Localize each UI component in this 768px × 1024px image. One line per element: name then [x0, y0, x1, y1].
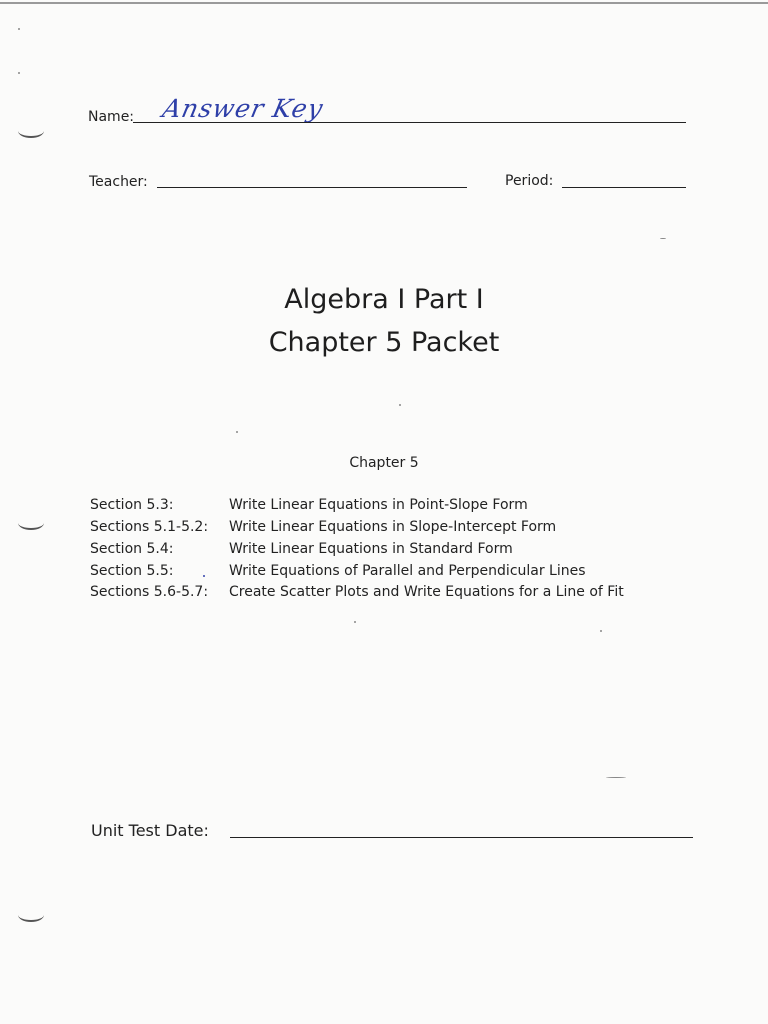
scan-speck — [203, 575, 205, 577]
section-description: Write Linear Equations in Slope-Intercept Form — [229, 519, 557, 535]
section-label: Section 5.4: — [90, 541, 174, 557]
scan-speck — [18, 72, 20, 74]
scan-speck — [600, 630, 602, 632]
scan-speck — [660, 238, 666, 239]
binder-hole-middle — [18, 516, 44, 530]
scan-speck — [354, 621, 356, 623]
unit-test-date-line[interactable] — [230, 837, 693, 838]
section-label: Sections 5.1-5.2: — [90, 519, 209, 535]
name-handwritten-value: Answer Key — [159, 94, 327, 123]
scan-speck — [606, 777, 626, 778]
section-label: Section 5.5: — [90, 563, 174, 579]
name-label: Name: — [88, 109, 135, 125]
period-field-line[interactable] — [562, 187, 686, 188]
scan-speck — [236, 431, 238, 433]
binder-hole-bottom — [18, 908, 44, 922]
section-description: Create Scatter Plots and Write Equations for a Line of Fit — [229, 584, 624, 600]
section-description: Write Linear Equations in Point-Slope Form — [229, 497, 528, 513]
unit-test-date-label: Unit Test Date: — [91, 821, 209, 840]
teacher-label: Teacher: — [89, 174, 148, 190]
scan-speck — [18, 28, 20, 30]
page-top-edge — [0, 2, 768, 4]
teacher-field-line[interactable] — [157, 187, 467, 188]
binder-hole-top — [18, 124, 44, 138]
section-description: Write Equations of Parallel and Perpendicular Lines — [229, 563, 586, 579]
section-label: Sections 5.6-5.7: — [90, 584, 209, 600]
section-label: Section 5.3: — [90, 497, 174, 513]
name-field-line[interactable] — [133, 122, 686, 123]
section-description: Write Linear Equations in Standard Form — [229, 541, 513, 557]
page-title-line2: Chapter 5 Packet — [268, 327, 500, 358]
page-title-line1: Algebra I Part I — [284, 284, 484, 315]
chapter-heading: Chapter 5 — [349, 455, 419, 471]
scan-speck — [399, 404, 401, 406]
period-label: Period: — [505, 173, 554, 189]
